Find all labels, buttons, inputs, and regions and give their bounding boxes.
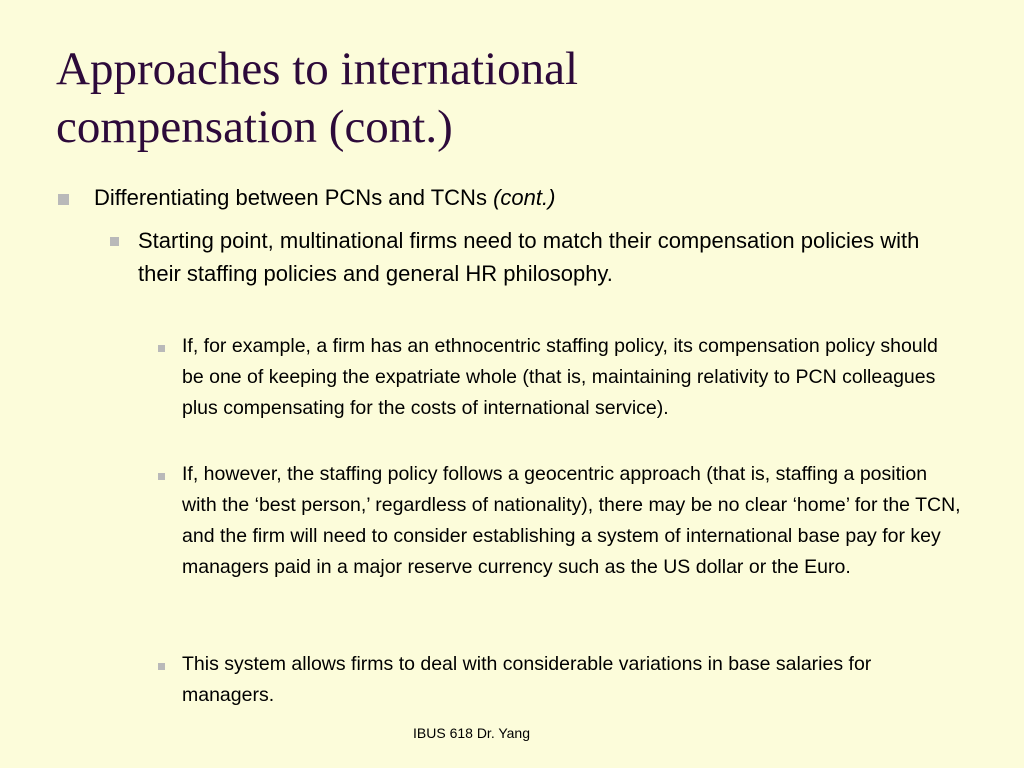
bullet-level-3: This system allows firms to deal with considerable variations in base salaries for managers.	[182, 653, 872, 706]
slide-title-line-1: Approaches to international	[56, 43, 579, 95]
square-bullet-icon	[158, 663, 165, 670]
slide-footer: IBUS 618 Dr. Yang	[413, 725, 530, 741]
bullet-level-1-italic-suffix: (cont.)	[493, 185, 556, 210]
bullet-level-3: If, for example, a firm has an ethnocentric staffing policy, its compensation policy should be one of keeping the expatriate whole (that is, maintaining relativity to PCN colleagues plus compensating for the costs of international service).	[182, 335, 938, 419]
square-bullet-icon	[158, 345, 165, 352]
slide-title-line-2: compensation (cont.)	[56, 101, 453, 153]
square-bullet-icon	[110, 237, 119, 246]
bullet-level-1-text: Differentiating between PCNs and TCNs	[94, 185, 494, 210]
bullet-level-3: If, however, the staffing policy follows a geocentric approach (that is, staffing a position with the ‘best person,’ regardless of nationality), there may be no clear ‘home’ for the TCN, and the firm will need to consider establishing a system of international base pay for key managers paid in a major reserve currency such as the US dollar or the Euro.	[182, 463, 961, 578]
bullet-level-1	[94, 182, 974, 214]
bullet-level-2: Starting point, multinational firms need to match their compensation policies with their staffing policies and general HR philosophy.	[138, 228, 920, 286]
square-bullet-icon	[158, 473, 165, 480]
square-bullet-icon	[58, 194, 69, 205]
